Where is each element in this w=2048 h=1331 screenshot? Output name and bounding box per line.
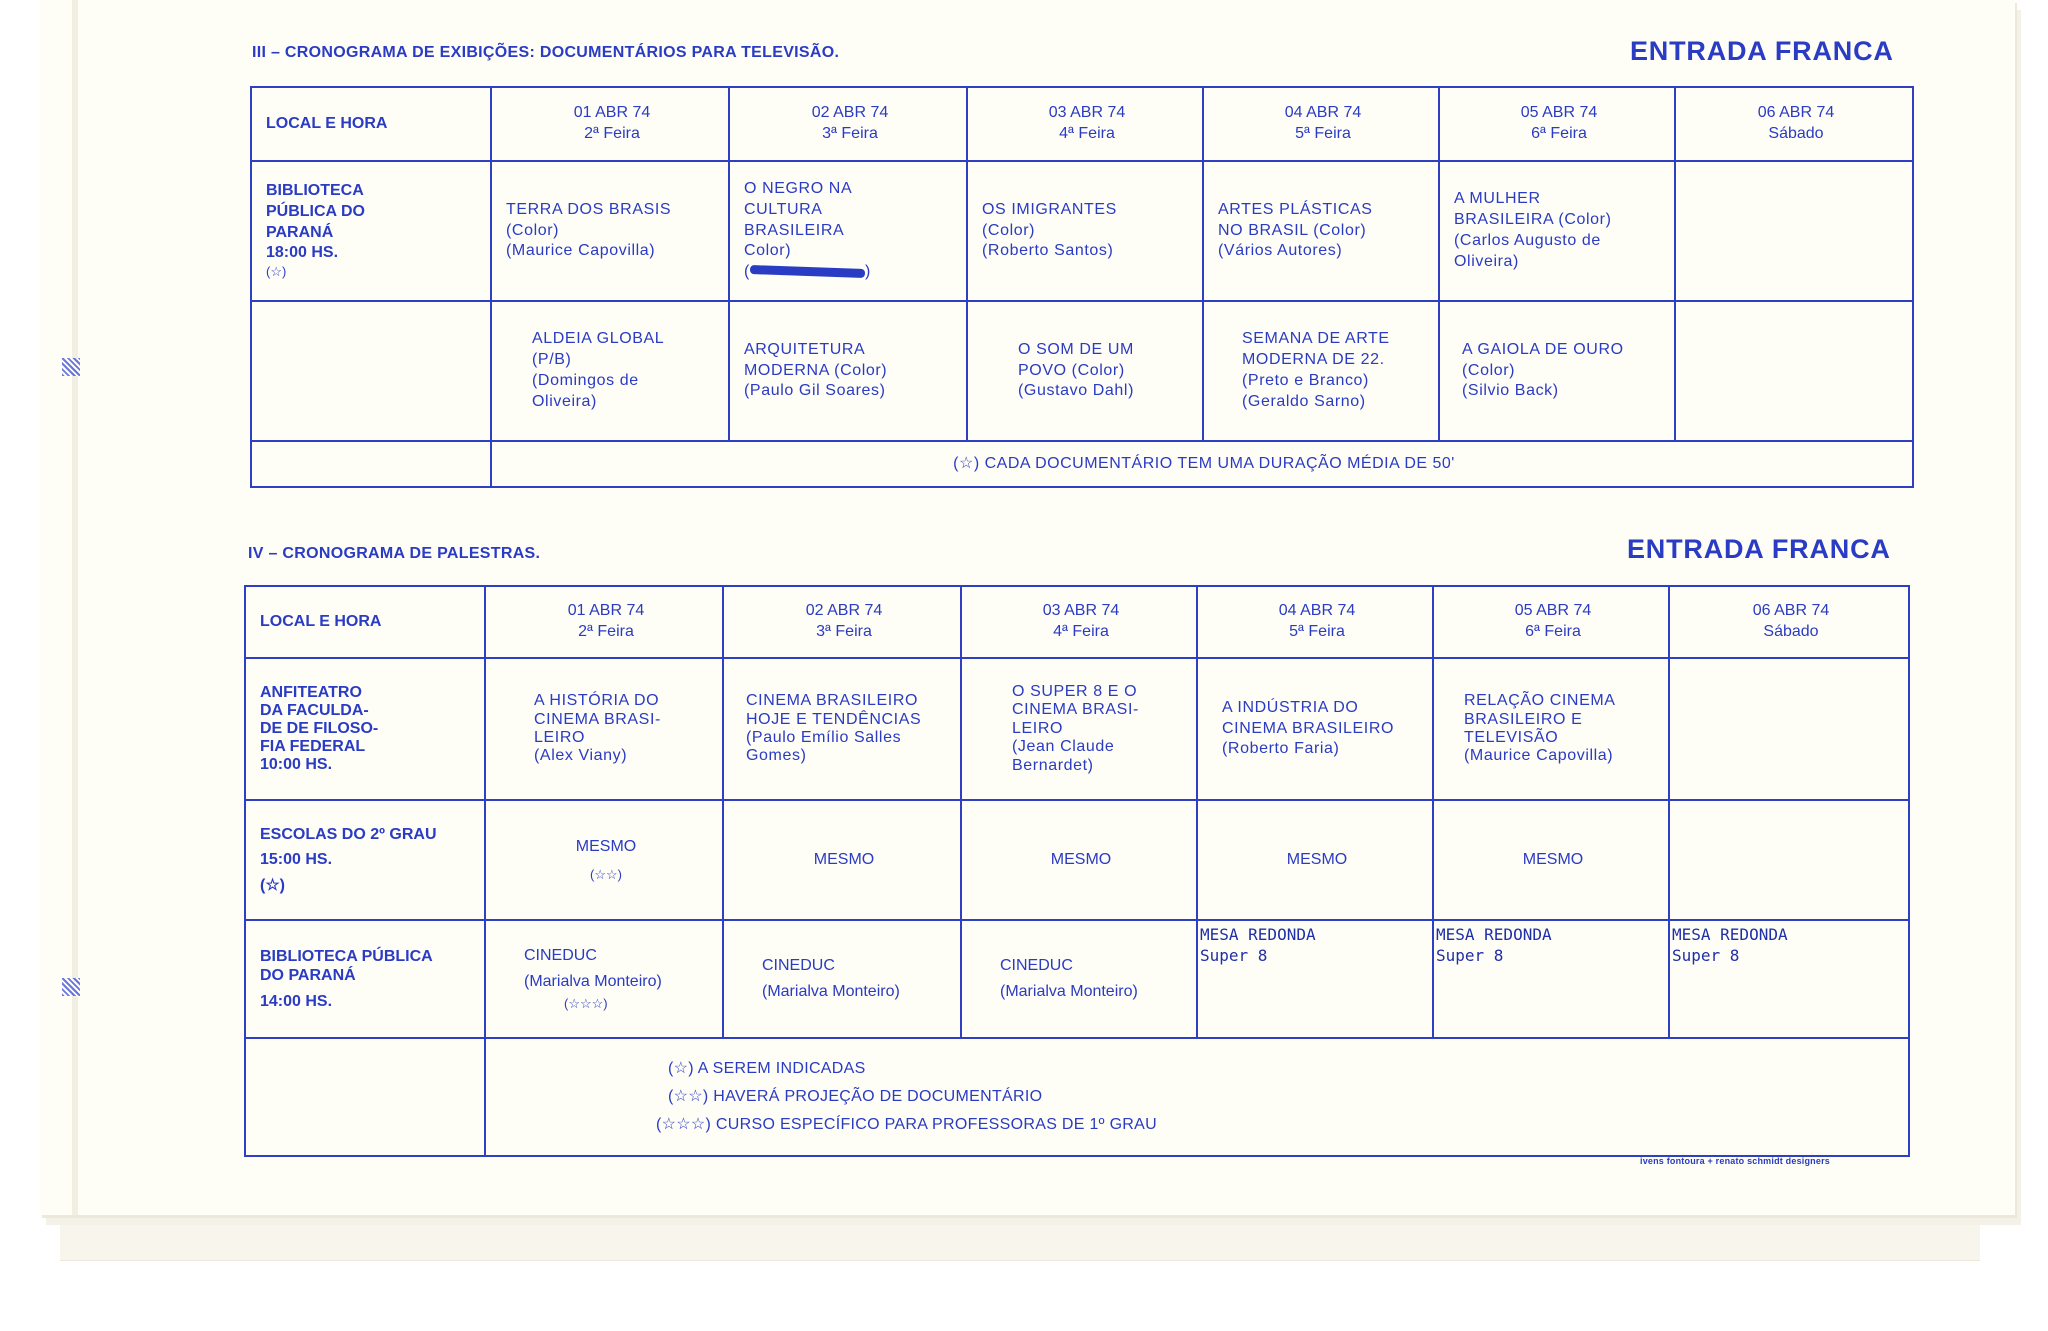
weekday-text: 3ª Feira [816,623,872,640]
empty-cell [1675,301,1913,441]
weekday-text: 6ª Feira [1531,125,1587,142]
weekday-text: 5ª Feira [1295,125,1351,142]
lecture-title: LEIRO [1012,719,1064,737]
local-time: 15:00 HS. [260,851,333,869]
footnote-marker: (☆☆) [590,866,622,882]
typed-subtitle: Super 8 [1200,945,1268,965]
lecture-speaker: Bernardet) [1012,756,1094,774]
local-line: ESCOLAS DO 2º GRAU [260,825,437,843]
film-format: (Preto e Branco) [1242,372,1369,389]
empty-cell [1669,658,1909,800]
cineduc-cell [485,920,723,1038]
date-text: 01 ABR 74 [573,104,651,122]
cineduc-title: CINEDUC [762,957,835,975]
cineduc-title: CINEDUC [1000,957,1073,975]
under-sheet [60,1215,1980,1261]
cineduc-speaker: (Marialva Monteiro) [1000,983,1138,1000]
lecture-schedule-table [244,585,1910,1157]
lecture-speaker: Gomes) [746,747,807,765]
film-cell [1439,161,1675,301]
weekday-text: 2ª Feira [584,125,640,142]
local-anfiteatro [245,658,485,800]
mesa-redonda-cell [1669,920,1909,1038]
film-cell [1439,301,1675,441]
lecture-title: A INDÚSTRIA DO [1222,698,1359,716]
date-text: 05 ABR 74 [1514,602,1592,620]
film-title: CULTURA [744,200,823,218]
mesmo-text: MESMO [1286,850,1348,868]
date-text: 04 ABR 74 [1278,602,1356,620]
legend-item: (☆) A SEREM INDICADAS [668,1060,866,1077]
date-text: 03 ABR 74 [1048,104,1126,122]
lecture-title: CINEMA BRASI- [1012,701,1139,719]
local-line: DE DE FILOSO- [260,720,379,738]
film-cell [1203,301,1439,441]
footnote-marker: (☆) [266,264,287,280]
weekday-text: 4ª Feira [1053,623,1109,640]
film-title: NO BRASIL (Color) [1218,221,1367,239]
date-text: 06 ABR 74 [1752,602,1830,620]
local-line: BIBLIOTECA PÚBLICA [260,948,433,966]
mesmo-cell [1433,800,1669,920]
cineduc-cell [961,920,1197,1038]
local-line: DO PARANÁ [260,967,356,985]
date-text: 01 ABR 74 [567,602,645,620]
film-director: (Vários Autores) [1218,242,1343,260]
lecture-cell [1197,658,1433,800]
film-title: BRASILEIRA (Color) [1454,211,1612,229]
local-time: 10:00 HS. [260,755,333,773]
legend-item: (☆☆) HAVERÁ PROJEÇÃO DE DOCUMENTÁRIO [668,1088,1043,1105]
film-title: SEMANA DE ARTE [1242,330,1390,348]
film-title: MODERNA DE 22. [1242,351,1385,369]
header-day-6 [1675,87,1913,161]
legend-cell [485,1038,1909,1156]
lecture-title: A HISTÓRIA DO [534,692,660,710]
film-director: Oliveira) [532,392,597,410]
mesmo-cell [723,800,961,920]
second-film-row [251,301,1913,441]
weekday-text: 3ª Feira [822,125,878,142]
local-time: 18:00 HS. [266,244,339,262]
legend-item: (☆☆☆) CURSO ESPECÍFICO PARA PROFESSORAS DE 1º GRAU [656,1116,1157,1133]
film-title: POVO (Color) [1018,361,1125,379]
date-text: 05 ABR 74 [1520,104,1598,122]
local-line: BIBLIOTECA [266,181,364,199]
mesmo-text: MESMO [1050,850,1112,868]
film-format: (Color) [1462,361,1516,379]
typed-title: MESA REDONDA [1436,925,1552,944]
local-escolas [245,800,485,920]
lecture-title: O SUPER 8 E O [1012,683,1138,701]
lecture-cell [485,658,723,800]
header-day-1 [485,586,723,658]
anfiteatro-row [245,658,1909,800]
film-director: (Paulo Gil Soares) [744,382,886,400]
header-day-2 [723,586,961,658]
paper-fold-edge [72,0,78,1215]
header-day-3 [961,586,1197,658]
lecture-cell [1433,658,1669,800]
header-day-4 [1197,586,1433,658]
header-row [245,586,1909,658]
film-title: BRASILEIRA [744,221,845,239]
lecture-speaker: (Roberto Faria) [1222,740,1340,758]
film-cell [491,161,729,301]
cineduc-title: CINEDUC [524,947,597,964]
header-day-3 [967,87,1203,161]
punch-hole-mark-top [62,358,80,376]
crossed-out-director: ( ) [744,263,871,281]
film-title: A MULHER [1454,190,1541,208]
film-title: ALDEIA GLOBAL [532,330,665,348]
mesa-redonda-cell [1197,920,1433,1038]
lecture-title: LEIRO [534,729,586,746]
date-text: 02 ABR 74 [805,602,883,620]
weekday-text: 6ª Feira [1525,623,1581,640]
mesa-redonda-cell [1433,920,1669,1038]
local-line: PÚBLICA DO [266,202,365,220]
biblioteca-row [251,161,1913,301]
film-format: (Color) [982,221,1036,239]
empty-local-cell [251,441,491,487]
cineduc-cell [723,920,961,1038]
header-local-hora [245,586,485,658]
header-day-2 [729,87,967,161]
mesmo-text: MESMO [813,850,875,868]
film-director: Oliveira) [1454,252,1519,270]
film-director: (Gustavo Dahl) [1018,382,1134,400]
cineduc-speaker: (Marialva Monteiro) [762,983,900,1000]
local-line: ANFITEATRO [260,684,362,702]
film-director: (Carlos Augusto de [1454,232,1601,249]
weekday-text: 2ª Feira [578,623,634,640]
mesmo-cell [961,800,1197,920]
local-time: 14:00 HS. [260,992,333,1010]
header-row [251,87,1913,161]
film-title: ARTES PLÁSTICAS [1218,200,1373,218]
lecture-title: HOJE E TENDÊNCIAS [746,710,922,728]
film-director: (Domingos de [532,372,639,389]
typed-subtitle: Super 8 [1672,945,1740,965]
date-text: 03 ABR 74 [1042,602,1120,620]
empty-local-cell [251,301,491,441]
lecture-cell [961,658,1197,800]
section-iii-entrada-franca: ENTRADA FRANCA [1630,36,1894,66]
header-text: LOCAL E HORA [266,114,388,132]
weekday-text: 5ª Feira [1289,623,1345,640]
section-iv-title: IV – CRONOGRAMA DE PALESTRAS. [248,545,541,562]
local-biblioteca-publica [251,161,491,301]
weekday-text: Sábado [1768,125,1824,142]
lecture-speaker: (Maurice Capovilla) [1464,747,1614,765]
section-iii-title: III – CRONOGRAMA DE EXIBIÇÕES: DOCUMENTÁRIOS PARA TELEVISÃO. [252,44,840,61]
empty-cell [1675,161,1913,301]
empty-cell [1669,800,1909,920]
header-day-5 [1439,87,1675,161]
mesmo-text: MESMO [1522,850,1584,868]
lecture-title: CINEMA BRASILEIRO [746,692,919,710]
film-title: MODERNA (Color) [744,361,888,379]
designer-credit: ivens fontoura + renato schmidt designers [1640,1156,1830,1166]
film-format: (P/B) [532,351,572,369]
empty-local-cell [245,1038,485,1156]
footnote-marker: (☆☆☆) [564,996,608,1012]
typed-subtitle: Super 8 [1436,945,1504,965]
film-director: (Geraldo Sarno) [1242,392,1366,410]
date-text: 02 ABR 74 [811,104,889,122]
exhibition-schedule-table [250,86,1914,488]
header-day-6 [1669,586,1909,658]
film-format: (Color) [506,221,560,239]
local-biblioteca-publica [245,920,485,1038]
typed-title: MESA REDONDA [1672,925,1788,944]
typed-title: MESA REDONDA [1200,925,1316,944]
film-cell [491,301,729,441]
film-cell [967,161,1203,301]
film-cell [967,301,1203,441]
lecture-cell [723,658,961,800]
film-title: TERRA DOS BRASIS [506,200,672,218]
lecture-title: TELEVISÃO [1464,729,1559,746]
mesmo-cell [1197,800,1433,920]
film-format: Color) [744,242,792,260]
lecture-speaker: (Paulo Emílio Salles [746,729,902,746]
film-title: OS IMIGRANTES [982,200,1117,218]
header-day-1 [491,87,729,161]
lecture-speaker: (Jean Claude [1012,738,1115,756]
section-iv-entrada-franca: ENTRADA FRANCA [1627,534,1891,564]
footnote-row [251,441,1913,487]
header-day-4 [1203,87,1439,161]
film-title: ARQUITETURA [744,340,866,358]
local-line: DA FACULDA- [260,702,369,720]
film-director: (Maurice Capovilla) [506,242,656,260]
mesmo-text: MESMO [575,838,637,856]
lecture-title: CINEMA BRASI- [534,710,661,728]
date-text: 06 ABR 74 [1757,104,1835,122]
header-local-hora [251,87,491,161]
header-day-5 [1433,586,1669,658]
punch-hole-mark-bottom [62,978,80,996]
header-text: LOCAL E HORA [260,612,382,630]
film-title: O NEGRO NA [744,180,853,197]
film-director: (Silvio Back) [1462,382,1559,400]
legend-row [245,1038,1909,1156]
film-cell [729,161,967,301]
weekday-text: 4ª Feira [1059,125,1115,142]
lecture-speaker: (Alex Viany) [534,747,628,765]
film-cell [1203,161,1439,301]
mesmo-cell [485,800,723,920]
film-director: (Roberto Santos) [982,242,1114,260]
escolas-row [245,800,1909,920]
local-line: PARANÁ [266,223,334,241]
ink-scribble [750,265,865,278]
weekday-text: Sábado [1763,623,1819,640]
lecture-title: CINEMA BRASILEIRO [1222,719,1395,737]
lecture-title: BRASILEIRO E [1464,710,1583,728]
footnote-marker: (☆) [260,876,285,894]
duration-footnote: (☆) CADA DOCUMENTÁRIO TEM UMA DURAÇÃO MÉDIA DE 50' [491,441,1913,487]
lecture-title: RELAÇÃO CINEMA [1464,692,1616,710]
film-title: A GAIOLA DE OURO [1462,340,1624,358]
local-line: FIA FEDERAL [260,737,366,755]
cineduc-speaker: (Marialva Monteiro) [524,972,662,990]
biblioteca-row [245,920,1909,1038]
film-cell [729,301,967,441]
date-text: 04 ABR 74 [1284,104,1362,122]
film-title: O SOM DE UM [1018,340,1134,358]
